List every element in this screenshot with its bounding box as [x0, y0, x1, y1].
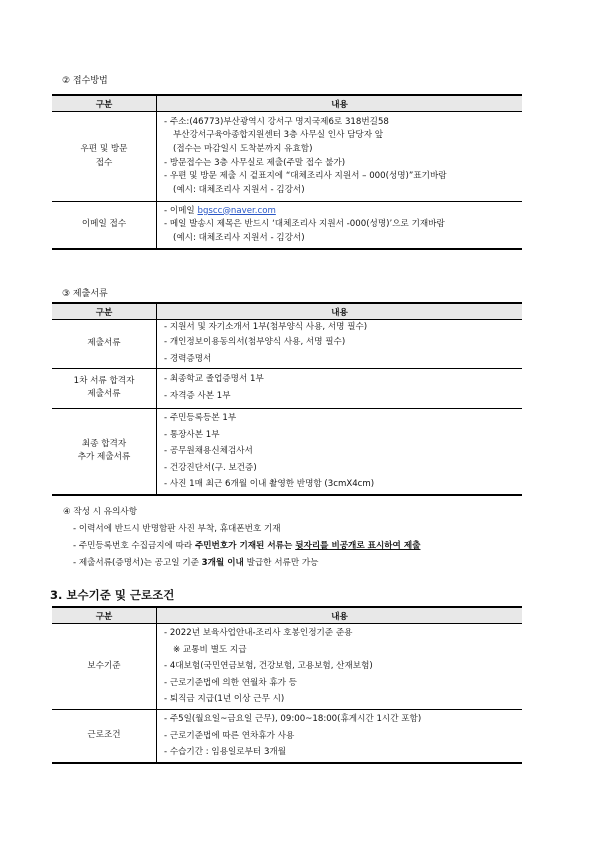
documents-table [52, 302, 522, 496]
table-row [52, 408, 522, 495]
row-category: 제출서류 [52, 320, 157, 369]
salary-table [52, 606, 522, 764]
documents-header-content: 내용 [157, 303, 523, 320]
row-content: - 지원서 및 자기소개서 1부(첨부양식 사용, 서명 필수) - 개인정보이용동의서(첨부양식 사용, 서명 필수) - 경력증명서 [157, 320, 523, 369]
table-row [52, 624, 522, 710]
notes-title: ④ 작성 시 유의사항 [63, 507, 138, 517]
row-content: - 2022년 보육사업안내-조리사 호봉인정기준 준용 ※ 교통비 별도 지급 - 4대보험(국민연금보험, 건강보험, 고용보험, 산재보험) - 근로기준법에 의한 연월차 휴가 등 - 퇴직금 지급(1년 이상 근무 시) [157, 624, 523, 710]
salary-section-title: 3. 보수기준 및 근로조건 [50, 588, 175, 602]
receipt-header-category: 구분 [52, 95, 157, 112]
receipt-table [52, 94, 522, 250]
row-content: - 주5일(월요일~금요일 근무), 09:00~18:00(휴게시간 1시간 포함) - 근로기준법에 따른 연차휴가 사용 - 수습기간 : 임용일로부터 3개월 [157, 709, 523, 762]
salary-header-category: 구분 [52, 607, 157, 624]
row-content: - 주소:(46773)부산광역시 강서구 명지국제6로 318번길58 부산강서구육아종합지원센터 3층 사무실 인사 담당자 앞 (접수는 마감일시 도착분까지 유효함) - 방문접수는 3층 사무실로 제출(주말 접수 불가) - 우편 및 방문 제출 시 겉표지에 “대체조리사 지원서 – 000(성명)”표기바람 (예시: 대체조리사 지원서 - 김강서) [157, 112, 523, 202]
salary-header-content: 내용 [157, 607, 523, 624]
documents-header-category: 구분 [52, 303, 157, 320]
row-category: 보수기준 [52, 624, 157, 710]
table-row [52, 202, 522, 250]
row-category: 우편 및 방문 접수 [52, 112, 157, 202]
row-category: 근로조건 [52, 709, 157, 762]
row-category: 이메일 접수 [52, 202, 157, 250]
receipt-header-content: 내용 [157, 95, 523, 112]
notes-line: - 이력서에 반드시 반명함판 사진 부착, 휴대폰번호 기재 [73, 524, 281, 534]
receipt-section-title: ② 접수방법 [62, 76, 108, 86]
email-link[interactable]: bgscc@naver.com [197, 205, 276, 216]
table-row [52, 320, 522, 369]
row-content: - 이메일 bgscc@naver.com - 메일 발송시 제목은 반드시 ‘대체조리사 지원서 -000(성명)’으로 기재바람 (예시: 대체조리사 지원서 - 김강서) [157, 202, 523, 250]
notes-line: - 제출서류(증명서)는 공고일 기준 3개월 이내 발급한 서류만 가능 [73, 558, 319, 568]
row-category: 1차 서류 합격자 제출서류 [52, 368, 157, 408]
table-row [52, 709, 522, 762]
row-content: - 최종학교 졸업증명서 1부 - 자격증 사본 1부 [157, 368, 523, 408]
table-row [52, 368, 522, 408]
row-category: 최종 합격자 추가 제출서류 [52, 408, 157, 495]
row-content: - 주민등록등본 1부 - 통장사본 1부 - 공무원채용신체검사서 - 건강진단서(구. 보건증) - 사진 1매 최근 6개월 이내 촬영한 반명함 (3cmX4cm) [157, 408, 523, 495]
notes-line: - 주민등록번호 수집금지에 따라 주민번호가 기재된 서류는 뒷자리를 비공개로 표시하여 제출 [73, 541, 421, 551]
documents-section-title: ③ 제출서류 [62, 289, 108, 299]
notes-block [63, 504, 420, 572]
table-row [52, 112, 522, 202]
